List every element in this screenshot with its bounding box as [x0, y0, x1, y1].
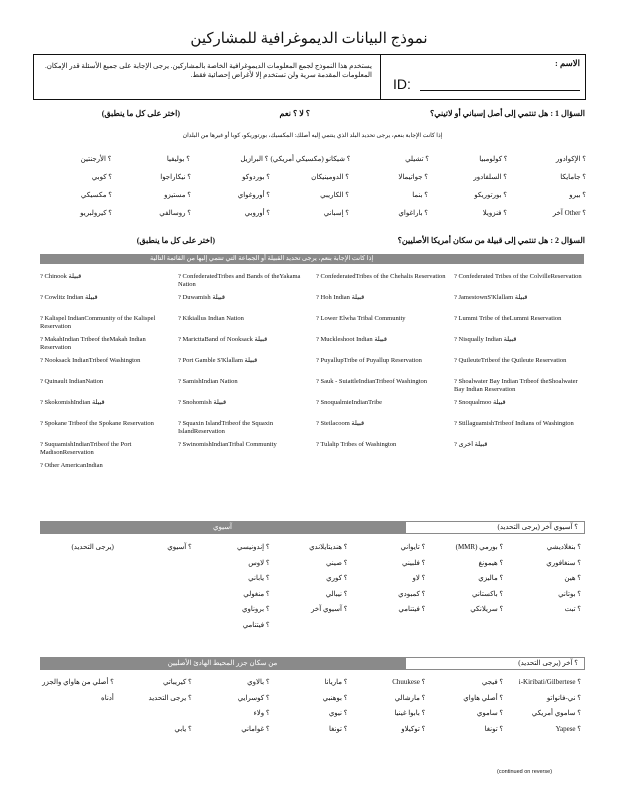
option-checkbox — [40, 590, 118, 606]
option-checkbox[interactable]: ؟ آسيوي آخر — [311, 605, 348, 613]
tribe-option[interactable]: ? MaricttaBand of Nooksack قبيلة — [178, 336, 268, 343]
question-2-label: السؤال 2 : هل تنتمي إلى قبيلة من سكان أمريكا الأصليين؟ — [397, 236, 585, 245]
option-checkbox[interactable]: ؟ آسيوي — [167, 543, 192, 551]
option-checkbox[interactable]: ؟ فيتنامي — [398, 605, 426, 613]
asian-other-bar: ؟ آسيوي آخر (يرجى التحديد) — [405, 521, 585, 534]
tribe-option[interactable]: ? Shoalwater Bay Indian Tribeof theShoalwater Bay Indian Reservation — [454, 378, 578, 394]
question-1-options[interactable]: ؟ لا ؟ نعم — [279, 109, 310, 118]
option-checkbox — [40, 574, 118, 590]
option-checkbox[interactable]: ؟ إسباني — [323, 209, 349, 217]
option-checkbox[interactable]: ؟ باراغواي — [398, 209, 428, 217]
option-checkbox[interactable]: ؟ بابوا غينيا — [394, 709, 426, 717]
tribe-option[interactable]: ? JamestownS'Klallam قبيلة — [454, 294, 528, 301]
option-checkbox[interactable]: ؟ مارشالي — [394, 693, 426, 702]
tribe-option[interactable]: ? Kikiallus Indian Nation — [178, 315, 244, 322]
tribe-option[interactable]: ? SnoqualmieIndianTribe — [316, 399, 383, 406]
q1-row-3 — [35, 191, 588, 200]
option-checkbox[interactable]: ؟ هين — [564, 574, 581, 582]
option-checkbox[interactable]: ؟ أصلي هاواي — [463, 693, 504, 702]
option-checkbox[interactable]: ؟ Other آخر — [552, 209, 586, 217]
option-checkbox[interactable]: ؟ ياباني — [248, 574, 270, 582]
option-checkbox[interactable]: ؟ كمبودي — [398, 589, 426, 598]
option-checkbox[interactable]: ؟ جواتيمالا — [398, 173, 428, 181]
tribe-option[interactable]: ? Quinault IndianNation — [40, 378, 104, 385]
option-checkbox[interactable]: ؟ توكيلاو — [401, 724, 426, 733]
option-checkbox[interactable]: ؟ البرازيل — [240, 155, 269, 163]
option-checkbox[interactable]: ؟ ماريانا — [324, 678, 348, 686]
option-checkbox[interactable]: ؟ فنزويلا — [482, 209, 507, 217]
option-checkbox[interactable]: ؟ أصلي من هاواي والجزر — [42, 678, 114, 686]
option-checkbox[interactable]: ؟ إندونيسي — [237, 543, 270, 551]
question-2-band: إذا كانت الإجابة بنعم، يرجى تحديد القبيلة أو الجماعة التي تنتمي إليها من القائمة التالية — [40, 254, 584, 264]
option-checkbox[interactable]: ؟ منغولي — [243, 589, 270, 598]
tribe-option[interactable]: ? StillaguamishTribeof Indians of Washington — [454, 420, 574, 427]
option-checkbox[interactable]: ؟ تبت — [564, 605, 581, 613]
option-checkbox[interactable]: ؟ نيبالي — [325, 589, 348, 598]
option-checkbox[interactable]: ؟ سنغافوري — [546, 558, 581, 567]
option-checkbox[interactable]: ؟ بوهنبي — [322, 693, 348, 702]
option-checkbox — [118, 559, 196, 575]
option-checkbox[interactable]: ؟ تونغا — [328, 724, 348, 733]
id-label: ID: — [393, 76, 411, 92]
option-checkbox[interactable]: ؟ مكسيكي — [80, 191, 112, 199]
option-checkbox[interactable]: ؟ تونغا — [484, 724, 504, 733]
option-checkbox[interactable]: ؟ كيرولبريو — [80, 209, 112, 217]
option-checkbox — [118, 574, 196, 590]
option-checkbox[interactable]: ؟ Chuukese — [392, 678, 426, 686]
option-checkbox[interactable]: ؟ أوروغواي — [237, 191, 270, 199]
option-checkbox[interactable]: ؟ السلفادور — [473, 173, 507, 181]
option-checkbox[interactable]: ؟ بوردوكو — [242, 173, 270, 181]
option-checkbox — [40, 559, 118, 575]
option-checkbox[interactable]: ؟ مستيزو — [164, 191, 191, 199]
option-checkbox[interactable]: ؟ هيمونغ — [478, 558, 504, 567]
tribe-option[interactable]: ? Cowlitz Indian قبيلة — [40, 294, 98, 301]
pacific-options — [40, 678, 585, 740]
q1-row-1 — [35, 155, 588, 164]
option-checkbox — [118, 605, 196, 621]
tribe-option[interactable]: ? قبيلة أخرى — [454, 441, 488, 448]
tribe-option[interactable]: ? Lummi Tribe of theLummi Reservation — [454, 315, 562, 322]
option-checkbox[interactable]: ؟ نيوي — [328, 709, 348, 717]
option-checkbox[interactable]: ؟ روسالفي — [159, 209, 191, 217]
option-checkbox[interactable]: ؟ شيكانو (مكسيكي أمريكي) — [270, 155, 351, 163]
option-checkbox[interactable]: ؟ أوروبي — [244, 209, 270, 217]
tribe-option[interactable]: ? MakahIndian Tribeof theMakah Indian Reservation — [40, 336, 146, 352]
option-checkbox[interactable]: ؟ i-Kiribati/Gilbertese — [518, 678, 581, 686]
tribe-option[interactable]: ? Nooksack IndianTribeof Washington — [40, 357, 141, 364]
tribe-option[interactable]: ? Hoh Indian قبيلة — [316, 294, 365, 301]
option-checkbox[interactable]: ؟ ني-فانواتو — [546, 693, 581, 702]
continued-note: (continued on reverse) — [497, 769, 553, 775]
option-checkbox[interactable]: أدناه — [101, 693, 114, 702]
option-checkbox[interactable]: ؟ فلبيني — [401, 558, 426, 567]
option-checkbox[interactable]: ؟ غواماني — [241, 724, 270, 733]
pacific-dark-bar: من سكان جزر المحيط الهادئ الأصليين — [40, 657, 405, 670]
tribe-list — [40, 273, 584, 483]
tribe-option[interactable]: ? ConfederatedTribes and Bands of theYakama Nation — [178, 273, 301, 289]
option-checkbox[interactable]: ؟ الكاريبي — [320, 191, 349, 199]
option-checkbox[interactable]: ؟ بالاوي — [247, 678, 270, 686]
q1-row-2 — [35, 173, 588, 182]
option-checkbox[interactable]: ؟ بوليفيا — [166, 155, 190, 163]
option-checkbox[interactable]: ؟ Yapese — [555, 724, 581, 733]
tribe-option[interactable]: ? Snohomish قبيلة — [178, 399, 227, 406]
option-checkbox[interactable]: ؟ الإكوادور — [555, 155, 586, 163]
tribe-option[interactable]: ? PuyallupTribe of Puyallup Reservation — [316, 357, 422, 364]
option-checkbox — [274, 621, 352, 637]
option-checkbox[interactable]: ؟ صيني — [325, 558, 348, 567]
option-checkbox[interactable]: ؟ هنديتايلاندي — [309, 543, 348, 551]
option-checkbox[interactable]: ؟ ساموي أمريكي — [531, 709, 581, 717]
option-checkbox[interactable]: ؟ فيجي — [481, 678, 504, 686]
tribe-option[interactable]: ? Kalispel IndianCommunity of the Kalispel Reservation — [40, 315, 156, 331]
option-checkbox[interactable]: ؟ بورمي (MMR) — [455, 543, 504, 551]
option-checkbox — [40, 605, 118, 621]
asian-dark-bar: آسيوي — [40, 521, 405, 534]
option-checkbox[interactable]: ؟ يابي — [174, 724, 192, 733]
tribe-option[interactable]: ? Lower Elwha Tribal Community — [316, 315, 406, 322]
option-checkbox[interactable]: ؟ فيتنامي — [242, 620, 270, 629]
option-checkbox[interactable]: ؟ لاوس — [248, 558, 270, 567]
option-checkbox[interactable]: ؟ بنما — [412, 191, 428, 199]
option-checkbox — [429, 621, 507, 637]
tribe-option[interactable]: ? Sauk - SuiattleIndianTribeof Washington — [316, 378, 428, 385]
option-checkbox[interactable]: ؟ باكستاني — [472, 589, 504, 598]
question-1-subline: إذا كانت الإجابة بنعم، يرجى تحديد البلد الذي ينتمي إليه أصلك: المكسيك، بورتوريكو، كوبا أو غيرها من البلدان — [182, 133, 443, 139]
tribe-option[interactable]: ? SamishIndian Nation — [178, 378, 238, 385]
option-checkbox[interactable]: ؟ ماليزي — [478, 574, 504, 582]
tribe-option[interactable]: ? Snoqualmoo قبيلة — [454, 399, 506, 406]
option-checkbox — [351, 621, 429, 637]
id-field[interactable] — [420, 90, 580, 91]
option-checkbox — [507, 621, 585, 637]
option-checkbox[interactable]: ؟ كوري — [326, 574, 348, 582]
name-label: الاسم : — [555, 58, 580, 68]
option-checkbox[interactable]: ؟ بيرو — [569, 191, 586, 199]
form-title: نموذج البيانات الديموغرافية للمشاركين — [190, 31, 428, 47]
option-checkbox — [118, 621, 196, 637]
tribe-option[interactable]: ? Muckleshoot Indian قبيلة — [316, 336, 387, 343]
divider — [380, 54, 381, 100]
option-checkbox[interactable]: ؟ بوتاني — [558, 589, 581, 598]
tribe-option[interactable]: ? Tulalip Tribes of Washington — [316, 441, 397, 448]
question-1-instruction: (اختر على كل ما ينطبق) — [101, 109, 180, 118]
tribe-option[interactable]: ? Spokane Tribeof the Spokane Reservation — [40, 420, 154, 427]
option-checkbox[interactable]: ؟ كوبي — [91, 173, 112, 181]
tribe-option[interactable]: ? SuquamishIndianTribeof the Port MadisonReservation — [40, 441, 132, 457]
tribe-option[interactable]: ? ConfederatedTribes of the Chehalis Reservation — [316, 273, 446, 280]
option-checkbox — [40, 709, 118, 725]
tribe-option[interactable]: ? Port Gamble S'Klallam قبيلة — [178, 357, 258, 364]
option-checkbox[interactable]: ؟ كيريباتي — [162, 678, 192, 686]
instructions-note: يستخدم هذا النموذج لجمع المعلومات الديموغرافية الخاصة بالمشاركين. يرجى الإجابة على جميع الأسئلة قدر الإمكان. المعلومات المقدمة سرية ولن تستخدم إلا لأغراض إحصائية فقط. — [44, 62, 372, 79]
pacific-other-bar: ؟ آخر (يرجى التحديد) — [405, 657, 585, 670]
asian-options — [40, 543, 585, 636]
option-checkbox[interactable]: ؟ بورتوريكو — [474, 191, 507, 199]
option-checkbox[interactable]: ؟ بروناوي — [241, 605, 270, 613]
asian-header — [40, 521, 585, 534]
option-checkbox[interactable]: ؟ نيكاراجوا — [160, 173, 191, 181]
pacific-header — [40, 657, 585, 670]
option-checkbox — [118, 709, 196, 725]
option-checkbox[interactable]: (يرجى التحديد) — [71, 543, 114, 551]
tribe-option[interactable]: ? SwinomishIndianTribal Community — [178, 441, 277, 448]
tribe-option[interactable]: ? Chinook قبيلة — [40, 273, 82, 280]
option-checkbox[interactable]: ؟ بنغلاديشي — [546, 543, 581, 551]
tribe-option[interactable]: ? Steilacoom قبيلة — [316, 420, 365, 427]
option-checkbox[interactable]: ؟ يرجى التحديد — [148, 693, 192, 702]
option-checkbox[interactable]: ؟ كولومبيا — [479, 155, 508, 163]
question-1-label: السؤال 1 : هل تنتمي إلى أصل إسباني أو لاتيني؟ — [430, 109, 585, 118]
tribe-option[interactable]: ? QuileuteTribeof the Quileute Reservation — [454, 357, 567, 364]
option-checkbox[interactable]: ؟ سريلانكي — [470, 605, 504, 613]
option-checkbox[interactable]: ؟ جامايكا — [560, 173, 586, 181]
tribe-option[interactable]: ? Confederated Tribes of the ColvilleReservation — [454, 273, 582, 280]
option-checkbox[interactable]: ؟ ولاء — [253, 709, 270, 717]
option-checkbox — [118, 590, 196, 606]
option-checkbox[interactable]: ؟ لاو — [412, 574, 426, 582]
tribe-option[interactable]: ? Squaxin IslandTribeof the Squaxin IslandReservation — [178, 420, 274, 436]
tribe-option[interactable]: ? Nisqually Indian قبيلة — [454, 336, 517, 343]
option-checkbox[interactable]: ؟ ساموي — [476, 709, 504, 717]
option-checkbox — [40, 725, 118, 741]
tribe-option[interactable]: ? Other AmericanIndian — [40, 462, 103, 469]
option-checkbox[interactable]: ؟ الأرجنتين — [80, 155, 112, 163]
q1-row-4 — [35, 209, 588, 218]
option-checkbox[interactable]: ؟ كوسرايي — [237, 693, 270, 702]
tribe-option[interactable]: ? Duwamish قبيلة — [178, 294, 225, 301]
option-checkbox[interactable]: ؟ الدومينيكان — [311, 173, 349, 181]
option-checkbox[interactable]: ؟ تايواني — [400, 543, 426, 551]
option-checkbox[interactable]: ؟ تشيلي — [405, 155, 429, 163]
option-checkbox — [40, 621, 118, 637]
question-2-instruction: (اختر على كل ما ينطبق) — [136, 236, 215, 245]
tribe-option[interactable]: ? SkokomishIndian قبيلة — [40, 399, 105, 406]
